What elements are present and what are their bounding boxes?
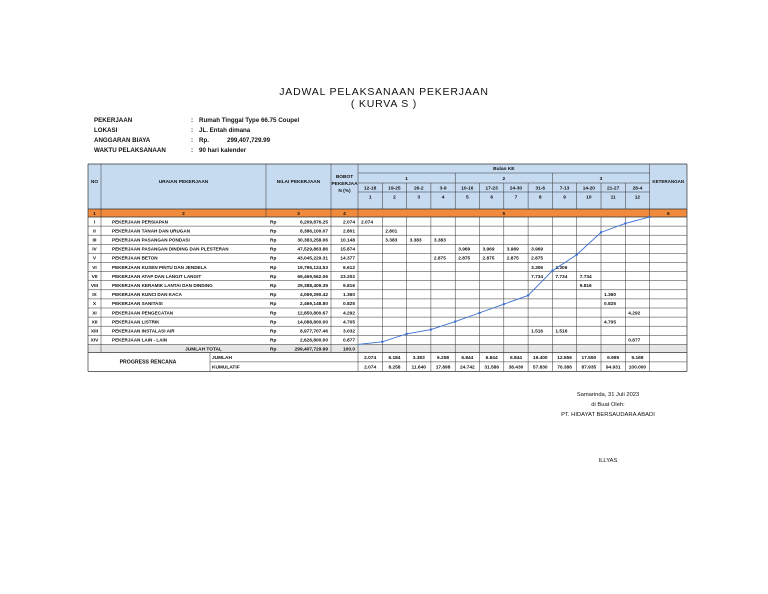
index-row-background	[88, 209, 687, 217]
row-week-value: 1.360	[604, 293, 617, 299]
info-label: LOKASI	[94, 127, 118, 134]
row-rp: Rp	[270, 229, 277, 235]
signature-name: ILLYAS	[598, 458, 618, 464]
s-curve-point	[430, 328, 432, 330]
row-week-value: 2.875	[531, 256, 544, 262]
progress-kumulatif-value: 11.640	[411, 365, 426, 371]
header-date: 26-2	[413, 186, 424, 192]
progress-jumlah-value: 6.844	[509, 355, 522, 361]
row-no: XI	[92, 311, 97, 317]
row-name: PEKERJAAN INSTALASI AIR	[112, 328, 175, 334]
info-colon: :	[191, 137, 194, 144]
row-name: PEKERJAAN KERAMIK LANTAI DAN DINDING	[112, 283, 213, 288]
row-value: 19,796,124.53	[297, 265, 328, 271]
index-cell: 5	[502, 212, 506, 217]
row-value: 14,088,800.00	[297, 320, 328, 326]
row-no: XIII	[90, 329, 99, 335]
row-no: II	[93, 229, 96, 235]
row-bobot: 2.801	[342, 229, 355, 235]
header-week-number: 5	[466, 195, 469, 201]
header-week-number: 10	[586, 195, 592, 201]
signature-made-by: di Buat Oleh:	[591, 402, 625, 408]
index-cell: 4	[343, 212, 346, 217]
progress-jumlah-value: 3.383	[412, 355, 425, 361]
total-value: 299,407,729.99	[294, 347, 328, 353]
row-week-value: 7.734	[555, 274, 568, 280]
row-value: 12,850,800.67	[297, 311, 328, 317]
row-week-value: 4.705	[604, 320, 617, 326]
index-cell: 2	[182, 212, 185, 217]
info-colon: :	[191, 127, 194, 134]
row-no: IV	[92, 247, 97, 253]
row-no: X	[92, 302, 97, 308]
progress-kumulatif-value: 2.074	[364, 365, 377, 371]
row-no: V	[92, 256, 97, 262]
header-week-number: 11	[610, 195, 616, 201]
row-name: PEKERJAAN PERSIAPAN	[112, 219, 169, 225]
row-rp: Rp	[270, 265, 277, 271]
row-no: XIV	[90, 338, 99, 344]
header-uraian: URAIAN PEKERJAAN	[158, 180, 209, 185]
row-bobot: 1.360	[342, 293, 355, 299]
progress-kumulatif-value: 57.830	[532, 365, 548, 371]
progress-kumulatif-value: 24.742	[460, 365, 475, 371]
row-value: 43,045,229.31	[297, 256, 328, 262]
info-value: JL. Entah dimana	[199, 127, 251, 134]
row-name: PEKERJAAN TANAH DAN URUGAN	[112, 228, 191, 234]
row-value: 47,529,863.86	[297, 247, 328, 253]
row-name: PEKERJAAN SANITASI	[112, 301, 163, 307]
progress-kumulatif-value: 38.430	[508, 365, 524, 371]
row-week-value: 3.306	[555, 265, 568, 271]
header-bobot-line: BOBOT	[335, 175, 354, 180]
row-rp: Rp	[270, 338, 277, 344]
row-bobot: 4.292	[342, 311, 355, 317]
progress-kumulatif-value: 8.258	[388, 365, 401, 371]
header-date: 3-9	[439, 186, 447, 192]
row-week-value: 4.292	[628, 311, 641, 317]
row-bobot: 14.377	[340, 256, 355, 262]
row-rp: Rp	[270, 220, 277, 226]
row-bobot: 0.877	[342, 338, 355, 344]
page-title: JADWAL PELAKSANAAN PEKERJAAN	[279, 86, 489, 98]
header-month: 3	[599, 177, 603, 182]
row-week-value: 3.969	[458, 247, 471, 253]
row-week-value: 2.801	[385, 229, 398, 235]
row-value: 4,069,290.42	[299, 293, 328, 299]
info-label: WAKTU PELAKSANAAN	[94, 147, 166, 154]
row-bobot: 10.148	[340, 238, 355, 244]
row-week-value: 7.734	[579, 274, 592, 280]
header-bobot-line: N (%)	[338, 189, 351, 194]
header-date: 12-18	[364, 186, 377, 192]
total-row-background	[88, 344, 687, 352]
s-curve-point	[405, 333, 407, 335]
progress-kumulatif-value: 31.586	[484, 365, 499, 371]
row-name: PEKERJAAN KUNCI DAN KACA	[112, 292, 182, 298]
s-curve-point	[576, 254, 578, 256]
info-value: 299,407,729.99	[227, 137, 271, 144]
row-no: VI	[92, 265, 97, 271]
row-rp: Rp	[270, 284, 277, 289]
header-week-number: 4	[441, 195, 445, 201]
header-bobot-line: PEKERJAA	[331, 182, 358, 187]
progress-jumlah-value: 12.556	[557, 355, 572, 361]
index-cell: 6	[666, 212, 670, 217]
row-rp: Rp	[270, 274, 277, 280]
header-date: 14-20	[582, 186, 595, 192]
row-no: III	[92, 238, 97, 244]
signature-company: PT. HIDAYAT BERSAUDARA ABADI	[561, 412, 655, 418]
row-week-value: 3.383	[385, 238, 398, 244]
row-week-value: 9.816	[579, 284, 592, 289]
s-curve-point	[454, 320, 456, 322]
progress-jumlah-value: 2.074	[364, 355, 377, 361]
header-date: 7-13	[559, 186, 570, 192]
row-value: 2,469,148.80	[299, 302, 328, 308]
row-week-value: 3.969	[482, 247, 495, 253]
info-value: Rumah Tinggal Type 66.75 Coupel	[199, 117, 300, 124]
row-bobot: 0.825	[342, 302, 355, 308]
progress-jumlah-value: 6.844	[485, 355, 498, 361]
row-week-value: 2.875	[506, 256, 519, 262]
row-rp: Rp	[270, 320, 277, 326]
row-rp: Rp	[270, 238, 277, 244]
row-name: PEKERJAAN LAIN - LAIN	[112, 337, 168, 343]
header-date: 21-27	[607, 186, 620, 192]
s-curve-point	[648, 216, 650, 218]
row-value: 30,383,258.06	[297, 238, 328, 244]
header-nilai: NILAI PEKERJAAN	[276, 180, 321, 185]
progress-kumulatif-value: 70.386	[557, 365, 572, 371]
header-week-number: 9	[563, 195, 566, 201]
row-rp: Rp	[270, 247, 277, 253]
progress-jumlah-value: 6.995	[607, 355, 620, 361]
header-week-number: 12	[634, 195, 641, 201]
progress-jumlah-value: 6.844	[461, 355, 474, 361]
info-value: 90 hari kalender	[199, 147, 247, 154]
row-bobot: 2.074	[342, 220, 355, 226]
s-curve-point	[527, 294, 529, 296]
index-cell: 3	[297, 212, 300, 217]
row-week-value: 7.734	[531, 274, 544, 280]
header-week-number: 1	[368, 195, 372, 201]
index-cell: 1	[93, 212, 96, 217]
header-week-number: 3	[417, 195, 421, 201]
header-month: 1	[405, 177, 408, 182]
header-bulan-ke: Bulan KE	[493, 167, 515, 172]
row-no: I	[93, 220, 96, 226]
progress-jumlah-value: 6.184	[388, 355, 401, 361]
row-name: PEKERJAAN LISTRIK	[112, 319, 160, 325]
row-rp: Rp	[270, 293, 277, 299]
header-date: 17-23	[485, 186, 498, 192]
signature-place-date: Samarinda, 31 Juli 2023	[576, 392, 640, 398]
s-curve-point	[503, 303, 505, 305]
row-value: 6,209,876.25	[299, 220, 328, 226]
row-value: 8,386,100.07	[299, 229, 328, 235]
progress-kumulatif-value: 17.898	[435, 365, 451, 371]
header-date: 10-16	[461, 186, 474, 192]
total-rp: Rp	[270, 347, 277, 353]
row-bobot: 6.612	[342, 265, 355, 271]
row-bobot: 23.202	[340, 274, 355, 280]
total-label: JUMLAH TOTAL	[185, 347, 222, 353]
header-date: 24-30	[509, 186, 523, 192]
progress-kumulatif-value: 87.935	[581, 365, 597, 371]
info-colon: :	[191, 147, 194, 154]
progress-jumlah-value: 17.550	[581, 355, 597, 361]
row-week-value: 2.875	[433, 256, 446, 262]
info-currency: Rp.	[199, 137, 209, 144]
row-bobot: 9.816	[342, 284, 355, 289]
row-week-value: 3.969	[506, 247, 519, 253]
row-week-value: 0.877	[628, 338, 641, 344]
row-name: PEKERJAAN ATAP DAN LANGIT LANGIT	[112, 273, 202, 279]
header-date: 31-6	[535, 186, 546, 192]
row-value: 69,469,562.06	[297, 274, 328, 280]
row-rp: Rp	[270, 311, 277, 317]
header-month: 2	[502, 177, 506, 182]
row-no: XII	[91, 320, 98, 326]
row-bobot: 15.874	[340, 247, 355, 253]
progress-jumlah-value: 5.169	[631, 355, 644, 361]
row-name: PEKERJAAN BETON	[112, 255, 158, 261]
row-rp: Rp	[270, 256, 277, 262]
header-week-number: 8	[538, 195, 542, 201]
info-label: PEKERJAAN	[94, 117, 133, 124]
progress-kumulatif-label: KUMULATIF	[212, 365, 240, 371]
s-curve-point	[478, 312, 480, 314]
row-week-value: 0.825	[604, 302, 617, 308]
row-week-value: 1.516	[555, 329, 568, 335]
progress-jumlah-label: JUMLAH	[212, 355, 232, 361]
row-name: PEKERJAAN PASANGAN DINDING DAN PLESTERAN	[112, 246, 229, 252]
row-rp: Rp	[270, 329, 277, 335]
total-bobot: 100.0	[342, 347, 355, 353]
s-curve-point	[381, 341, 383, 343]
header-date: 19-25	[388, 186, 401, 192]
progress-jumlah-value: 19.400	[532, 355, 548, 361]
header-week-number: 2	[393, 195, 396, 201]
header-no: NO	[90, 180, 99, 185]
row-value: 2,626,800.00	[299, 338, 328, 344]
row-no: IX	[92, 293, 97, 299]
row-week-value: 3.383	[409, 238, 422, 244]
row-no: VII	[91, 274, 98, 280]
row-week-value: 2.875	[458, 256, 471, 262]
row-name: PEKERJAAN KUSEN PINTU DAN JENDELA	[112, 264, 207, 270]
row-week-value: 2.875	[482, 256, 495, 262]
s-curve-point	[551, 270, 553, 272]
row-bobot: 4.705	[342, 320, 355, 326]
row-week-value: 3.306	[531, 265, 544, 271]
row-value: 29,388,409.39	[297, 284, 328, 289]
row-rp: Rp	[270, 302, 277, 308]
progress-kumulatif-value: 94.931	[605, 365, 621, 371]
header-week-number: 7	[514, 195, 518, 201]
info-colon: :	[191, 117, 194, 124]
row-week-value: 1.516	[531, 329, 544, 335]
progress-label: PROGRESS RENCANA	[119, 359, 177, 366]
page-subtitle: ( KURVA S )	[350, 98, 418, 110]
header-week-number: 6	[490, 195, 493, 201]
row-name: PEKERJAAN PASANGAN PONDASI	[112, 237, 190, 243]
header-keterangan: KETERANGAN	[652, 179, 685, 184]
info-label: ANGGARAN BIAYA	[94, 137, 151, 144]
row-no: VIII	[90, 284, 99, 289]
progress-jumlah-value: 6.258	[437, 355, 450, 361]
header-date: 28-4	[632, 186, 643, 192]
row-name: PEKERJAAN PENGECATAN	[112, 310, 174, 316]
s-curve-point	[600, 231, 602, 233]
row-week-value: 3.383	[433, 238, 446, 244]
row-value: 8,977,707.46	[299, 329, 328, 335]
s-curve-point	[624, 222, 626, 224]
progress-kumulatif-value: 100.000	[628, 365, 647, 371]
row-bobot: 3.032	[342, 329, 355, 335]
row-week-value: 2.074	[361, 220, 374, 226]
row-week-value: 3.969	[531, 247, 544, 253]
